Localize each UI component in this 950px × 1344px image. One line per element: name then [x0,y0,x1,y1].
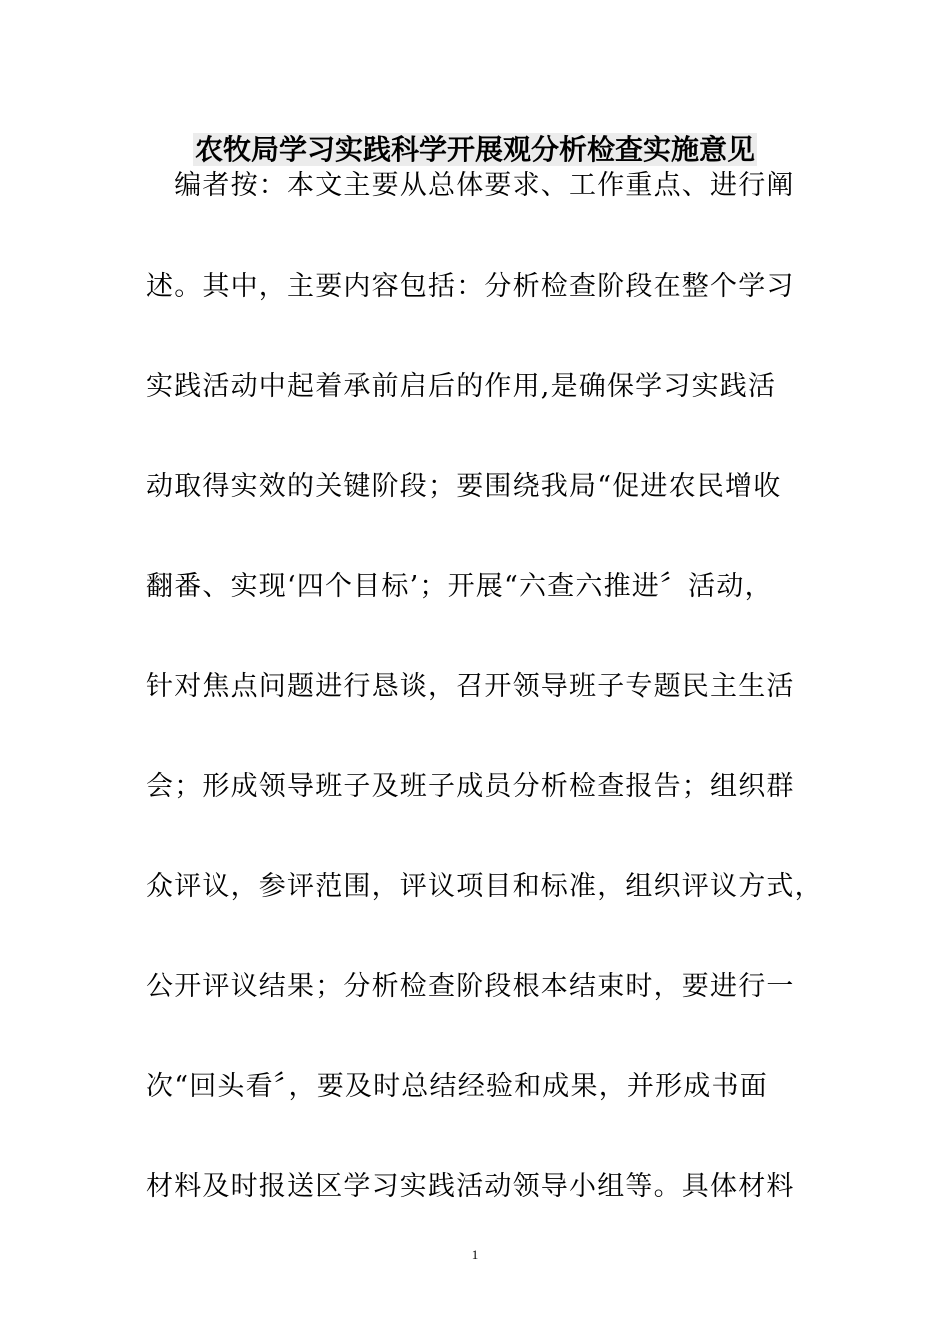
body-line-6: 针对焦点问题进行恳谈，召开领导班子专题民主生活 [146,671,795,702]
body-line-7: 会；形成领导班子及班子成员分析检查报告；组织群 [146,771,795,802]
body-line-5: 翻番、实现‘四个目标’；开展“六查六推进〞活动， [146,571,773,602]
body-line-2: 述。其中，主要内容包括：分析检查阶段在整个学习 [146,271,795,302]
body-line-3: 实践活动中起着承前启后的作用,是确保学习实践活 [146,371,777,402]
page-number: 1 [471,1247,479,1262]
body-line-10: 次“回头看〞，要及时总结经验和成果，并形成书面 [146,1071,768,1102]
body-line-11: 材料及时报送区学习实践活动领导小组等。具体材料 [146,1171,795,1202]
body-line-1: 编者按：本文主要从总体要求、工作重点、进行阐 [146,170,795,201]
document-title-text: 农牧局学习实践科学开展观分析检查实施意见 [194,133,755,166]
body-line-8: 众评议，参评范围，评议项目和标准，组织评议方式， [146,871,823,902]
body-line-9: 公开评议结果；分析检查阶段根本结束时，要进行一 [146,971,795,1002]
body-line-4: 动取得实效的关键阶段；要围绕我局“促进农民增收 [146,471,782,502]
